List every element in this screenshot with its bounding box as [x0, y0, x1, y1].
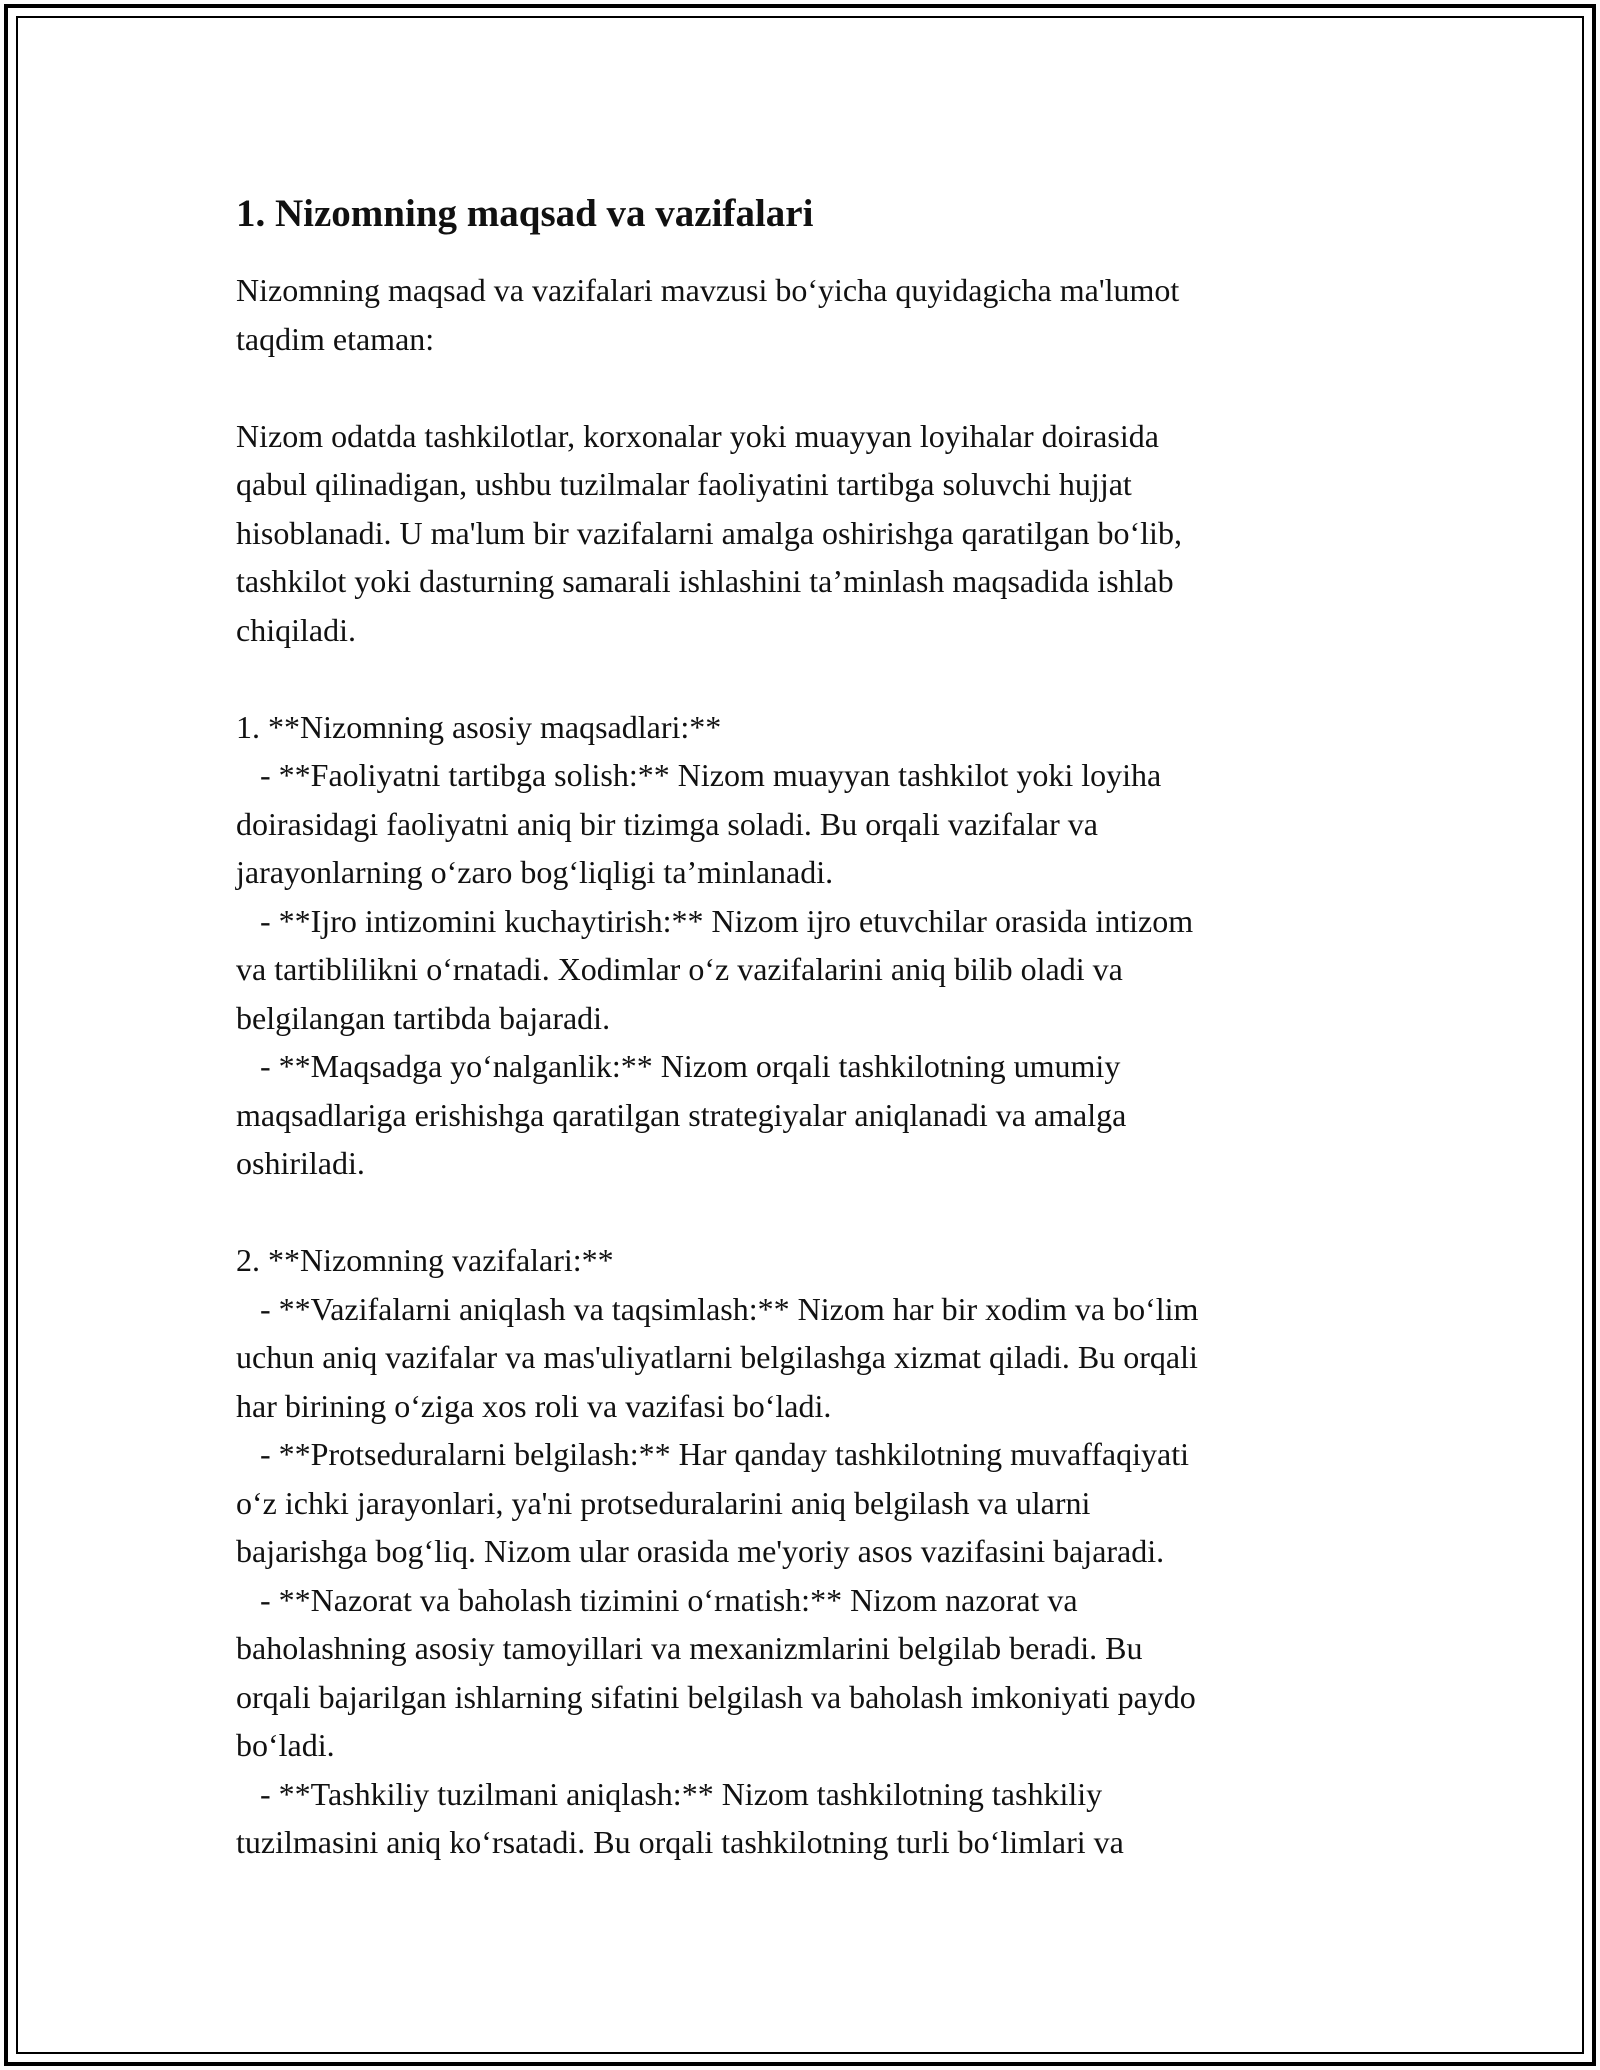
text-line: orqali bajarilgan ishlarning sifatini belgilash va baholash imkoniyati paydo: [236, 1678, 1196, 1715]
text-line: bajarishga bog‘liq. Nizom ular orasida me'yoriy asos vazifasini bajaradi.: [236, 1533, 1165, 1569]
text-line: tuzilmasini aniq ko‘rsatadi. Bu orqali tashkilotning turli bo‘limlari va: [236, 1824, 1124, 1860]
text-line: har birining o‘ziga xos roli va vazifasi bo‘ladi.: [236, 1387, 832, 1424]
text-line: jarayonlarning o‘zaro bog‘liqligi ta’minlanadi.: [236, 854, 834, 890]
text-line: - **Ijro intizomini kuchaytirish:** Nizom ijro etuvchilar orasida intizom: [236, 902, 1194, 939]
text-line: - **Vazifalarni aniqlash va taqsimlash:** Nizom har bir xodim va bo‘lim: [236, 1290, 1199, 1327]
text-line: oshiriladi.: [236, 1145, 365, 1181]
text-line: Nizomning maqsad va vazifalari mavzusi bo‘yicha quyidagicha ma'lumot: [236, 272, 1180, 308]
text-line: - **Maqsadga yo‘nalganlik:** Nizom orqali tashkilotning umumiy: [236, 1048, 1121, 1084]
text-line: chiqiladi.: [236, 611, 356, 648]
text-line: qabul qilinadigan, ushbu tuzilmalar faoliyatini tartibga soluvchi hujjat: [236, 466, 1132, 502]
text-line: baholashning asosiy tamoyillari va mexanizmlarini belgilab beradi. Bu: [236, 1630, 1143, 1666]
text-line: maqsadlariga erishishga qaratilgan strategiyalar aniqlanadi va amalga: [236, 1096, 1127, 1133]
text-line: doirasidagi faoliyatni aniq bir tizimga soladi. Bu orqali vazifalar va: [236, 805, 1098, 842]
text-line: tashkilot yoki dasturning samarali ishlashini ta’minlash maqsadida ishlab: [236, 563, 1174, 599]
text-line: belgilangan tartibda bajaradi.: [236, 999, 611, 1036]
blank-line: [236, 1188, 1366, 1237]
text-line: uchun aniq vazifalar va mas'uliyatlarni belgilashga xizmat qiladi. Bu orqali: [236, 1339, 1198, 1375]
text-line: Nizom odatda tashkilotlar, korxonalar yoki muayyan loyihalar doirasida: [236, 417, 1159, 454]
blank-line: [236, 363, 1366, 412]
document-body: [236, 186, 1366, 1867]
text-line: taqdim etaman:: [236, 320, 435, 357]
text-line: va tartiblilikni o‘rnatadi. Xodimlar o‘z vazifalarini aniq bilib oladi va: [236, 951, 1123, 987]
text-line: - **Protseduralarni belgilash:** Har qanday tashkilotning muvaffaqiyati: [236, 1436, 1189, 1472]
blank-line: [236, 654, 1366, 703]
text-line: 2. **Nizomning vazifalari:**: [236, 1242, 614, 1278]
document-title: 1. Nizomning maqsad va vazifalari: [236, 192, 814, 235]
text-line: - **Tashkiliy tuzilmani aniqlash:** Nizom tashkilotning tashkiliy: [236, 1775, 1103, 1812]
text-line: hisoblanadi. U ma'lum bir vazifalarni amalga oshirishga qaratilgan bo‘lib,: [236, 514, 1182, 551]
text-line: 1. **Nizomning asosiy maqsadlari:**: [236, 708, 722, 745]
text-line: o‘z ichki jarayonlari, ya'ni protseduralarini aniq belgilash va ularni: [236, 1484, 1091, 1521]
text-line: bo‘ladi.: [236, 1727, 335, 1763]
text-line: - **Nazorat va baholash tizimini o‘rnatish:** Nizom nazorat va: [236, 1581, 1078, 1618]
text-line: - **Faoliyatni tartibga solish:** Nizom muayyan tashkilot yoki loyiha: [236, 757, 1162, 793]
